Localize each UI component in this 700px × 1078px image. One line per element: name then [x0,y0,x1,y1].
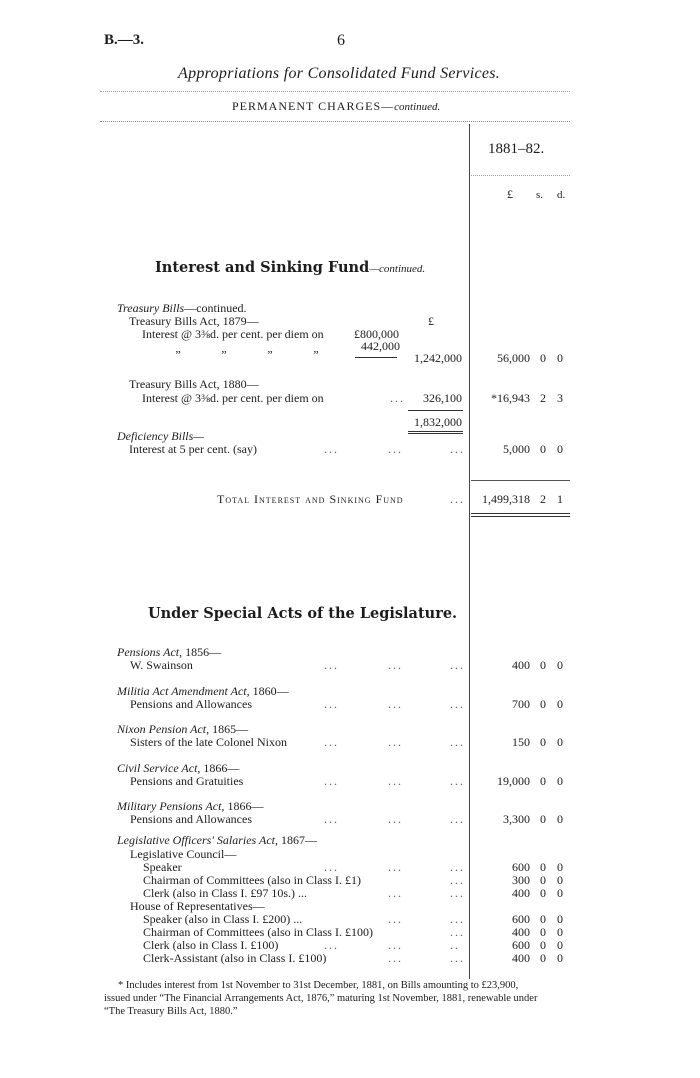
leader-dots: ... [388,658,403,672]
leader-dots: ... [388,774,403,788]
act-name: Pensions Act, [117,645,183,659]
interest-1879-line: Interest @ 3⅜d. per cent. per diem on [142,327,324,341]
value-shillings: 0 [540,735,546,749]
row-value [474,697,563,712]
row-value [474,951,563,966]
value-pounds: 400 [512,951,530,965]
ditto-marks [173,341,321,356]
value-pounds: *16,943 [491,391,530,405]
leader-dots: ... [388,442,403,456]
value-pence: 0 [557,886,563,900]
leader-dots: ... [450,442,465,456]
act-1879-label: Treasury Bills Act, 1879— [129,314,259,328]
act-1880-label: Treasury Bills Act, 1880— [129,377,259,391]
value-pounds: 700 [512,697,530,711]
document-reference: B.—3. [104,32,145,48]
value-shillings: 0 [540,658,546,672]
house-item: Speaker (also in Class I. £200) ... [143,912,303,926]
leader-dots: ... [388,860,403,874]
ditto-mark: „ [221,341,227,355]
money-column-divider [469,124,470,979]
value-pence: 0 [557,351,563,365]
interest-heading-text: Interest and Sinking Fund [155,259,370,276]
leader-dots: ... [324,938,339,952]
total-1880: 326,100 [423,391,462,405]
subtitle-main: PERMANENT CHARGES— [232,99,395,113]
value-shillings: 0 [540,938,546,952]
pounds-heading: £ [507,187,513,201]
value-pence: 0 [557,951,563,965]
leader-dots: ... [324,812,339,826]
value-pence: 0 [557,658,563,672]
act-year: 1856— [182,645,222,659]
value-pounds: 400 [512,925,530,939]
house-item: Clerk-Assistant (also in Class I. £100) [143,951,327,965]
value-pence: 0 [557,912,563,926]
page-number: 6 [337,32,345,49]
deficiency-bills-label: Deficiency Bills— [117,429,204,443]
house-of-representatives-label: House of Representatives— [130,899,265,913]
value-pounds: 600 [512,860,530,874]
act-year: 1866— [224,799,264,813]
value-shillings: 0 [540,925,546,939]
footnote-line: “The Treasury Bills Act, 1880.” [104,1006,238,1017]
ditto-mark: „ [175,341,181,355]
ditto-mark: „ [267,341,273,355]
leader-dots: ... [388,912,403,926]
leader-dots: ... [388,812,403,826]
value-pence: 0 [557,774,563,788]
value-shillings: 2 [540,391,546,405]
treasury-bills-label: Treasury Bills [117,301,185,315]
leader-dots: ... [324,860,339,874]
leader-dots: ... [388,938,403,952]
double-rule [408,431,463,434]
section-subtitle [232,99,440,114]
pence-heading: d. [557,189,566,201]
leader-dots: ... [388,951,403,965]
interest-1880-line: Interest @ 3⅜d. per cent. per diem on [142,391,324,405]
leader-dots: ... [324,735,339,749]
value-shillings: 0 [540,860,546,874]
interest-section-heading [155,259,425,276]
value-pounds: 400 [512,658,530,672]
total-top-rule [471,480,570,481]
deficiency-item: Interest at 5 per cent. (say) [129,442,257,456]
leader-dots: ... [388,735,403,749]
value-shillings: 0 [540,697,546,711]
header-rule [100,121,570,122]
value-pounds: 19,000 [497,774,530,788]
value-pence: 1 [557,492,563,506]
amount-1879-a: £800,000 [354,327,399,341]
act-item: Pensions and Allowances [130,697,252,711]
footnote-line: * Includes interest from 1st November to 31st December, 1881, on Bills amounting to £23,900, [118,980,519,991]
row-value [474,658,563,673]
subtotal-dash [355,357,397,358]
value-1880 [474,391,563,406]
council-item: Chairman of Committees (also in Class I. £1) [143,873,361,887]
act-item: W. Swainson [130,658,193,672]
sum-rule [408,410,463,411]
leader-dots: ... [450,697,465,711]
total-interest-label: Total Interest and Sinking Fund [217,492,404,506]
leader-dots: ... [324,658,339,672]
row-value [474,735,563,750]
leader-dots: ... [388,886,403,900]
value-shillings: 0 [540,951,546,965]
council-item: Clerk (also in Class I. £97 10s.) ... [143,886,307,900]
value-shillings: 0 [540,873,546,887]
leader-dots: ... [450,860,465,874]
footnote-line: issued under “The Financial Arrangements Act, 1876,” maturing 1st November, 1881, renewable under [104,993,538,1004]
pound-sign-label: £ [428,314,434,328]
act-item: Pensions and Gratuities [130,774,244,788]
value-pounds: 5,000 [503,442,530,456]
act-item: Pensions and Allowances [130,812,252,826]
value-pence: 0 [557,938,563,952]
total-1879: 1,242,000 [414,351,462,365]
value-shillings: 0 [540,774,546,788]
act-name: Military Pensions Act, [117,799,225,813]
treasury-bills-continued: —continued. [184,301,247,315]
legislative-act-name: Legislative Officers' Salaries Act, [117,833,278,847]
leader-dots: ... [450,812,465,826]
subtitle-continued: continued. [394,101,441,113]
value-pence: 0 [557,697,563,711]
value-pence: 0 [557,873,563,887]
value-pounds: 300 [512,873,530,887]
leader-dots: ... [450,925,465,939]
value-shillings: 0 [540,812,546,826]
row-value [474,774,563,789]
leader-dots: ... [324,442,339,456]
value-pence: 0 [557,925,563,939]
value-pounds: 1,499,318 [482,492,530,506]
leader-dots: ... [450,912,465,926]
act-name: Militia Act Amendment Act, [117,684,250,698]
legislative-act-year: 1867— [278,833,317,847]
shillings-heading: s. [536,189,544,201]
value-pounds: 600 [512,912,530,926]
value-shillings: 2 [540,492,546,506]
value-shillings: 0 [540,351,546,365]
year-rule [471,175,570,176]
leader-dots: ... [450,774,465,788]
leader-dots: ... [450,886,465,900]
value-pence: 3 [557,391,563,405]
value-shillings: 0 [540,912,546,926]
act-name: Civil Service Act, [117,761,201,775]
leader-dots: .. [450,938,460,952]
value-shillings: 0 [540,442,546,456]
year-heading: 1881–82. [488,141,545,157]
page-title: Appropriations for Consolidated Fund Services. [178,65,501,82]
leader-dots: ... [390,391,405,405]
total-interest-value [474,492,563,507]
legislative-council-label: Legislative Council— [130,847,237,861]
council-item: Speaker [143,860,182,874]
value-pence: 0 [557,735,563,749]
leader-dots: ... [450,658,465,672]
value-pounds: 600 [512,938,530,952]
value-pounds: 3,300 [503,812,530,826]
total-double-rule [471,513,570,517]
leader-dots: ... [450,735,465,749]
act-year: 1866— [200,761,240,775]
value-pounds: 150 [512,735,530,749]
title-rule [100,91,570,92]
special-acts-heading: Under Special Acts of the Legislature. [148,605,458,622]
leader-dots: ... [450,951,465,965]
leader-dots: ... [324,774,339,788]
row-value [474,886,563,901]
leader-dots: ... [450,492,465,506]
value-pounds: 56,000 [497,351,530,365]
grand-inner-total: 1,832,000 [414,415,462,429]
value-pence: 0 [557,442,563,456]
value-pence: 0 [557,812,563,826]
legislative-act-heading [117,833,317,848]
house-item: Clerk (also in Class I. £100) [143,938,279,952]
value-pounds: 400 [512,886,530,900]
value-1879 [474,351,563,366]
interest-heading-continued: —continued. [369,263,426,275]
ditto-mark: „ [313,341,319,355]
amount-1879-b: 442,000 [361,339,400,353]
act-name: Nixon Pension Act, [117,722,210,736]
value-shillings: 0 [540,886,546,900]
leader-dots: ... [388,697,403,711]
row-value [474,812,563,827]
act-item: Sisters of the late Colonel Nixon [130,735,287,749]
leader-dots: ... [324,697,339,711]
leader-dots: ... [450,873,465,887]
value-pence: 0 [557,860,563,874]
house-item: Chairman of Committees (also in Class I. £100) [143,925,373,939]
act-year: 1860— [249,684,289,698]
act-year: 1865— [209,722,249,736]
value-deficiency [474,442,563,457]
